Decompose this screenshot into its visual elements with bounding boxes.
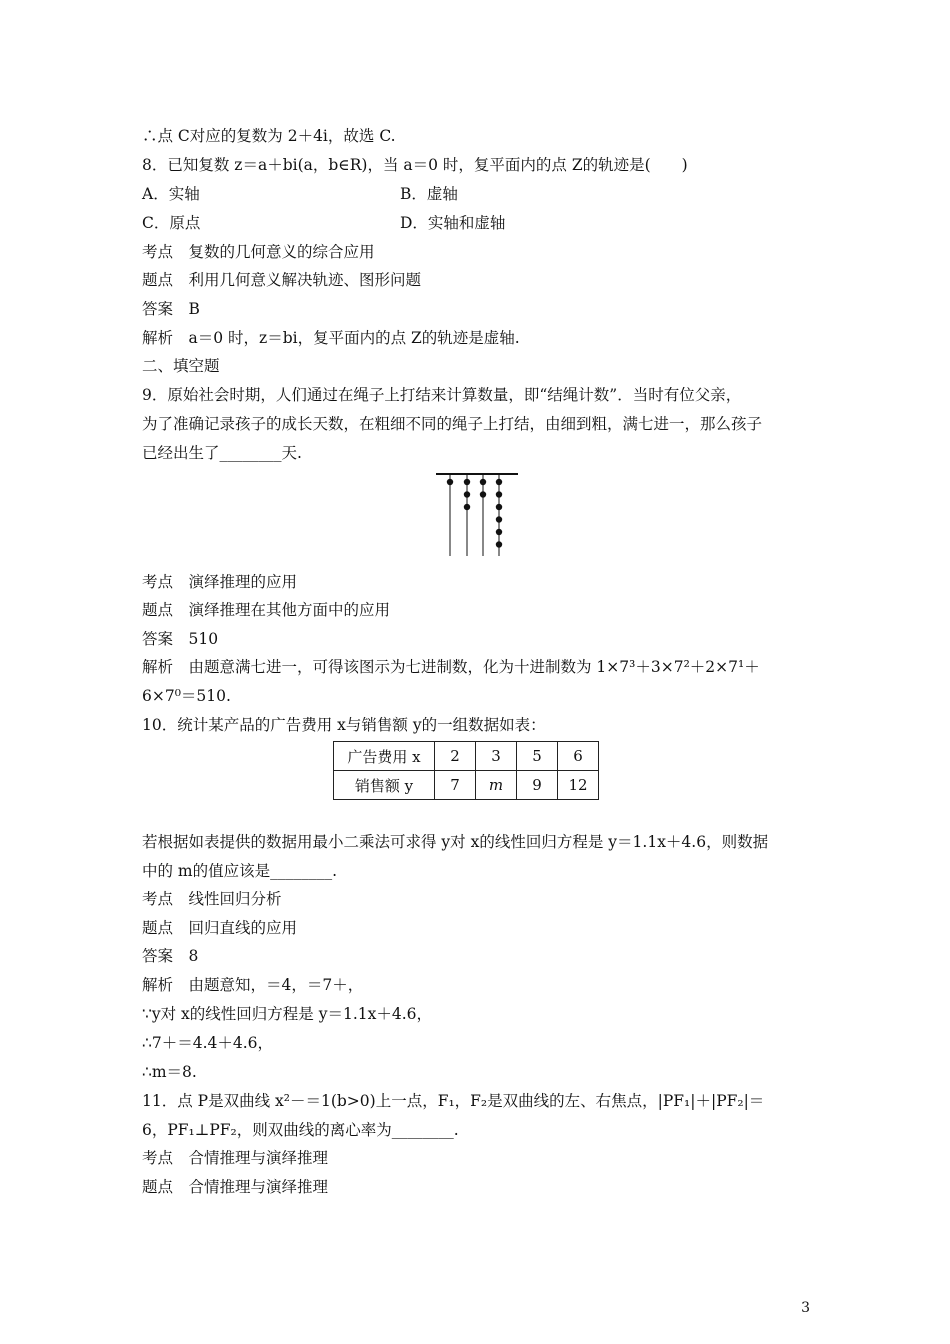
- option-c: C．原点: [142, 214, 201, 232]
- option-d: D．实轴和虚轴: [400, 214, 506, 232]
- answer-9: 答案 510: [142, 630, 219, 648]
- table-cell: 6: [558, 742, 599, 771]
- tidian-10: 题点 回归直线的应用: [142, 919, 298, 937]
- table-cell: 销售额 y: [334, 771, 435, 800]
- rope-knot: [496, 516, 502, 522]
- rope-knot: [496, 479, 502, 485]
- tidian-9: 题点 演绎推理在其他方面中的应用: [142, 601, 391, 619]
- rope-knot: [496, 541, 502, 547]
- analysis-10-line1: 解析 由题意知，＝4，＝7＋，: [142, 976, 364, 994]
- question-11-line1: 11．点 P是双曲线 x²－＝1(b>0)上一点，F₁，F₂是双曲线的左、右焦点，|PF₁|＋|PF₂|＝: [142, 1092, 765, 1110]
- kaodian-9: 考点 演绎推理的应用: [142, 573, 298, 591]
- table-cell: 7: [435, 771, 476, 800]
- table-cell: m: [476, 771, 517, 800]
- rope-knot: [496, 529, 502, 535]
- analysis-10-line4: ∴m＝8.: [142, 1063, 197, 1081]
- question-10: 10．统计某产品的广告费用 x与销售额 y的一组数据如表：: [142, 716, 546, 734]
- rope-knot: [447, 479, 453, 485]
- table-cell: 5: [517, 742, 558, 771]
- question-11-line2: 6，PF₁⊥PF₂，则双曲线的离心率为________.: [142, 1121, 459, 1139]
- analysis-10-line3: ∴7＋＝4.4＋4.6，: [142, 1034, 274, 1052]
- data-table: [333, 741, 599, 800]
- table-cell: 2: [435, 742, 476, 771]
- table-cell: 9: [517, 771, 558, 800]
- table-row: [334, 771, 599, 800]
- analysis-10-line2: ∵y对 x的线性回归方程是 y＝1.1x＋4.6，: [142, 1005, 433, 1023]
- tidian-11: 题点 合情推理与演绎推理: [142, 1178, 329, 1196]
- rope-knot: [464, 479, 470, 485]
- kaodian-10: 考点 线性回归分析: [142, 890, 282, 908]
- rope-knot: [480, 479, 486, 485]
- page-number: 3: [801, 1300, 810, 1316]
- section-heading: 二、填空题: [142, 357, 220, 375]
- analysis-9-line2: 6×7⁰＝510.: [142, 687, 231, 705]
- knot-rope-figure: [434, 470, 524, 562]
- analysis-8: 解析 a＝0 时，z＝bi，复平面内的点 Z的轨迹是虚轴.: [142, 329, 520, 347]
- table-row: [334, 742, 599, 771]
- kaodian-8: 考点 复数的几何意义的综合应用: [142, 243, 375, 261]
- table-cell: 广告费用 x: [334, 742, 435, 771]
- question-9-line1: 9．原始社会时期，人们通过在绳子上打结来计算数量，即“结绳计数”．当时有位父亲，: [142, 386, 742, 404]
- kaodian-11: 考点 合情推理与演绎推理: [142, 1149, 329, 1167]
- question-9-line3: 已经出生了________天.: [142, 444, 302, 462]
- question-10-line3: 中的 m的值应该是________.: [142, 862, 338, 880]
- rope-knot: [464, 504, 470, 510]
- question-10-line2: 若根据如表提供的数据用最小二乘法可求得 y对 x的线性回归方程是 y＝1.1x＋4.6，则数据: [142, 833, 769, 851]
- tidian-8: 题点 利用几何意义解决轨迹、图形问题: [142, 271, 422, 289]
- rope-knot: [496, 491, 502, 497]
- rope-knot: [480, 491, 486, 497]
- analysis-9-line1: 解析 由题意满七进一，可得该图示为七进制数，化为十进制数为 1×7³＋3×7²＋2×7¹＋: [142, 658, 760, 676]
- rope-knot: [464, 491, 470, 497]
- option-b: B．虚轴: [400, 185, 458, 203]
- answer-10: 答案 8: [142, 947, 199, 965]
- table-cell: 12: [558, 771, 599, 800]
- table-cell: 3: [476, 742, 517, 771]
- option-a: A．实轴: [142, 185, 200, 203]
- answer-8: 答案 B: [142, 300, 200, 318]
- rope-knot: [496, 504, 502, 510]
- line-01: ∴点 C对应的复数为 2＋4i，故选 C.: [142, 127, 396, 145]
- question-8: 8．已知复数 z＝a＋bi(a，b∈R)，当 a＝0 时，复平面内的点 Z的轨迹是( ): [142, 156, 688, 174]
- question-9-line2: 为了准确记录孩子的成长天数，在粗细不同的绳子上打结，由细到粗，满七进一，那么孩子: [142, 415, 763, 433]
